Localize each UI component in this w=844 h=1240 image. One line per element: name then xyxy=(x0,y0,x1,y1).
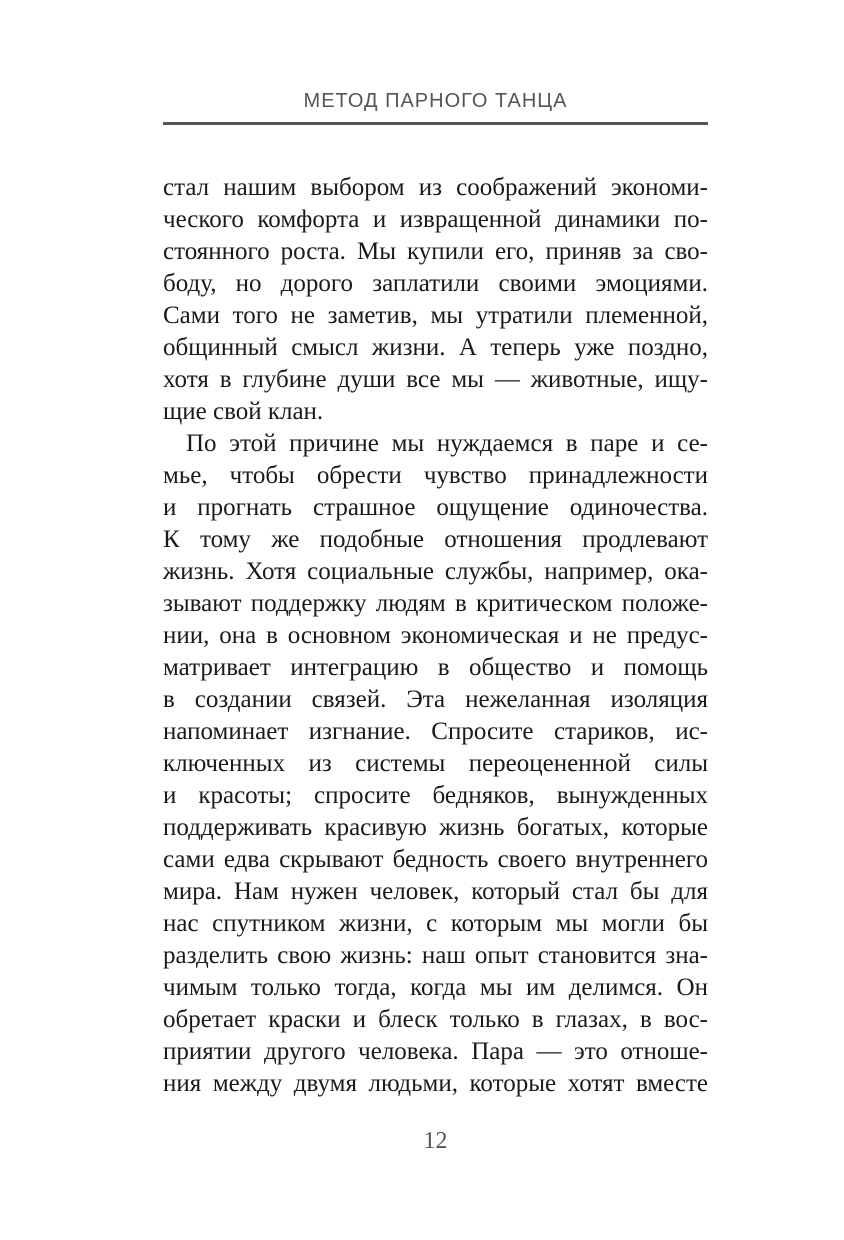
text-line: стал нашим выбором из соображений экономи- xyxy=(163,174,708,201)
text-line: Сами того не заметив, мы утратили племенной, xyxy=(163,302,708,329)
text-line: в создании связей. Эта нежеланная изоляция xyxy=(163,686,708,713)
paragraph xyxy=(163,172,708,428)
text-line: поддерживать красивую жизнь богатых, которые xyxy=(163,814,708,841)
text-line: жизнь. Хотя социальные службы, например, ока- xyxy=(163,558,708,585)
text-line: нии, она в основном экономическая и не предус- xyxy=(163,622,708,649)
text-line: мира. Нам нужен человек, который стал бы для xyxy=(163,878,708,905)
text-line: По этой причине мы нуждаемся в паре и се- xyxy=(186,430,708,457)
text-line: сами едва скрывают бедность своего внутреннего xyxy=(163,846,708,873)
text-line: обретает краски и блеск только в глазах, в вос- xyxy=(163,1006,708,1033)
text-line: стоянного роста. Мы купили его, приняв за сво- xyxy=(163,238,708,265)
text-line: мье, чтобы обрести чувство принадлежности xyxy=(163,462,708,489)
text-line: общинный смысл жизни. А теперь уже поздно, xyxy=(163,334,708,361)
body-text xyxy=(163,172,708,1100)
text-line: разделить свою жизнь: наш опыт становится зна- xyxy=(163,942,708,969)
text-line: щие свой клан. xyxy=(163,398,324,425)
text-line: напоминает изгнание. Спросите стариков, ис- xyxy=(163,718,708,745)
text-line: боду, но дорого заплатили своими эмоциями. xyxy=(163,270,708,297)
paragraph xyxy=(163,428,708,1100)
text-line: зывают поддержку людям в критическом положе- xyxy=(163,590,708,617)
text-line: чимым только тогда, когда мы им делимся. Он xyxy=(163,974,708,1001)
text-line: приятии другого человека. Пара — это отноше- xyxy=(163,1038,708,1065)
text-line: и красоты; спросите бедняков, вынужденных xyxy=(163,782,708,809)
text-line: ческого комфорта и извращенной динамики по- xyxy=(163,206,708,233)
text-line: К тому же подобные отношения продлевают xyxy=(163,526,708,553)
text-line: ключенных из системы переоцененной силы xyxy=(163,750,708,777)
text-line: ния между двумя людьми, которые хотят вместе xyxy=(163,1070,708,1097)
running-head: МЕТОД ПАРНОГО ТАНЦА xyxy=(303,90,568,112)
page-number: 12 xyxy=(423,1128,448,1154)
text-line: хотя в глубине души все мы — животные, ищу- xyxy=(163,366,708,393)
text-line: нас спутником жизни, с которым мы могли бы xyxy=(163,910,708,937)
header-rule xyxy=(163,122,708,125)
text-line: и прогнать страшное ощущение одиночества. xyxy=(163,494,708,521)
text-line: матривает интеграцию в общество и помощь xyxy=(163,654,708,681)
